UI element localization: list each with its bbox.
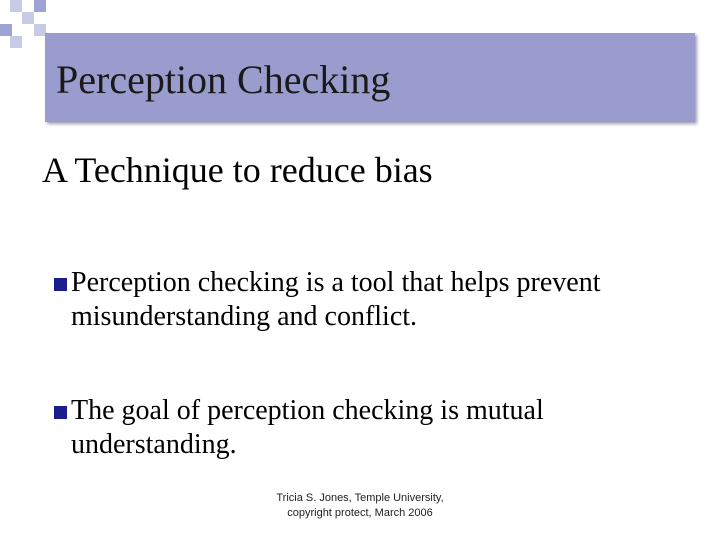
footer-line: copyright protect, March 2006 [287, 507, 433, 519]
bullet-item [46, 266, 706, 334]
slide-subtitle: A Technique to reduce bias [42, 150, 433, 190]
square-bullet-icon [54, 278, 67, 291]
slide-title: Perception Checking [56, 57, 391, 102]
square-bullet-icon [54, 406, 67, 419]
bullet-text: Perception checking is a tool that helps prevent misunderstanding and conflict. [71, 267, 601, 332]
footer-line: Tricia S. Jones, Temple University, [276, 492, 444, 504]
decorative-square [10, 0, 22, 12]
bullet-text: The goal of perception checking is mutual understanding. [71, 395, 544, 460]
slide-footer [210, 491, 510, 521]
decorative-square [22, 12, 34, 24]
decorative-square [0, 24, 12, 36]
bullet-item [46, 394, 706, 462]
decorative-square [10, 36, 22, 48]
decorative-square [34, 0, 46, 12]
